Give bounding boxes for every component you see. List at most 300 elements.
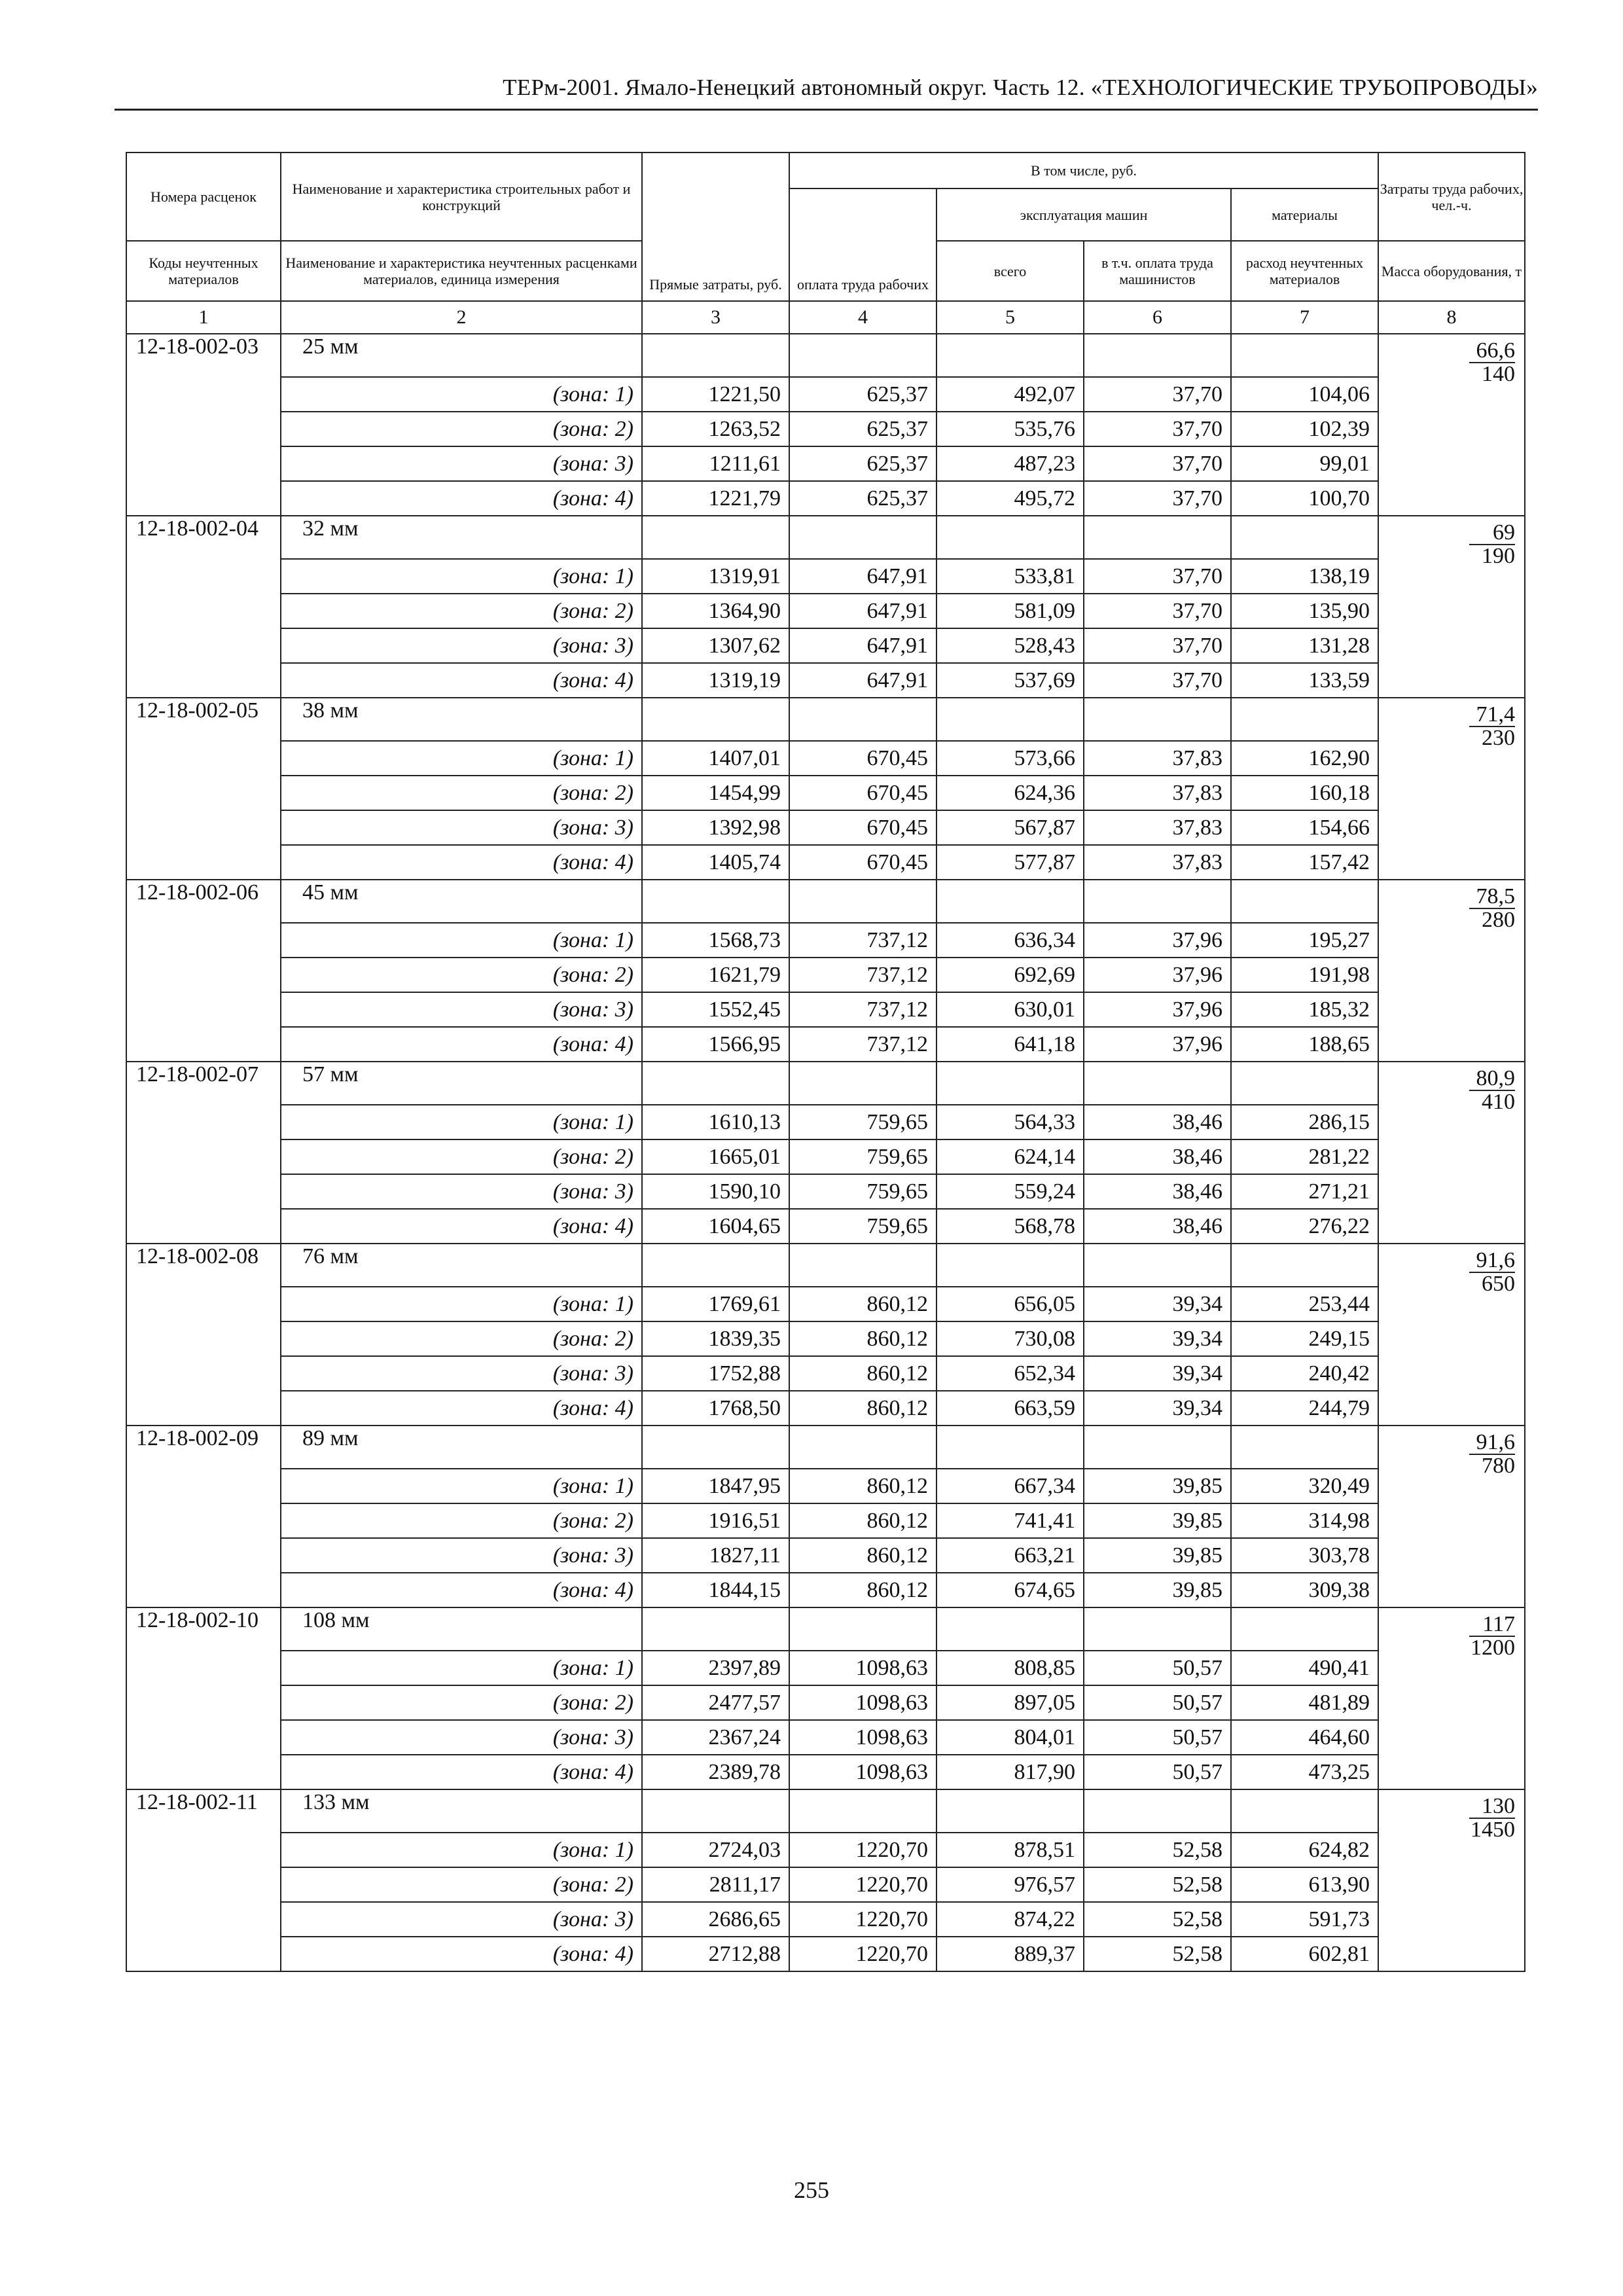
rates-table xyxy=(126,152,1525,1972)
empty-cell xyxy=(1084,1789,1231,1833)
direct-cost: 2811,17 xyxy=(642,1867,789,1902)
empty-cell xyxy=(1231,698,1378,741)
zone-row xyxy=(126,1503,1525,1538)
machinist-wage: 37,70 xyxy=(1084,663,1231,698)
worker-wage: 647,91 xyxy=(789,559,936,594)
materials-cost: 162,90 xyxy=(1231,741,1378,776)
labor-mass-fraction xyxy=(1378,1426,1525,1607)
materials-cost: 276,22 xyxy=(1231,1209,1378,1244)
zone-label: (зона: 3) xyxy=(281,1356,642,1391)
materials-cost: 464,60 xyxy=(1231,1720,1378,1755)
materials-cost: 473,25 xyxy=(1231,1755,1378,1789)
empty-cell xyxy=(936,1789,1084,1833)
rate-group-header-row xyxy=(126,880,1525,923)
zone-label: (зона: 1) xyxy=(281,1651,642,1685)
labor-mass-fraction xyxy=(1378,1789,1525,1971)
zone-row xyxy=(126,992,1525,1027)
zone-label: (зона: 1) xyxy=(281,377,642,412)
empty-cell xyxy=(789,516,936,559)
worker-wage: 860,12 xyxy=(789,1356,936,1391)
machine-cost: 667,34 xyxy=(936,1469,1084,1503)
zone-label: (зона: 2) xyxy=(281,1139,642,1174)
zone-row xyxy=(126,594,1525,628)
labor-cost: 91,6 xyxy=(1476,1430,1516,1454)
zone-row xyxy=(126,845,1525,880)
direct-cost: 1916,51 xyxy=(642,1503,789,1538)
zone-label: (зона: 3) xyxy=(281,992,642,1027)
zone-label: (зона: 2) xyxy=(281,958,642,992)
zone-label: (зона: 2) xyxy=(281,1867,642,1902)
materials-cost: 490,41 xyxy=(1231,1651,1378,1685)
machinist-wage: 39,34 xyxy=(1084,1287,1231,1321)
empty-cell xyxy=(1231,516,1378,559)
zone-row xyxy=(126,377,1525,412)
machine-cost: 564,33 xyxy=(936,1105,1084,1139)
zone-row xyxy=(126,1321,1525,1356)
column-number: 3 xyxy=(642,301,789,334)
machine-cost: 674,65 xyxy=(936,1573,1084,1607)
page-header: ТЕРм-2001. Ямало-Ненецкий автономный округ. Часть 12. «ТЕХНОЛОГИЧЕСКИЕ ТРУБОПРОВОДЫ» xyxy=(115,72,1538,111)
empty-cell xyxy=(1084,880,1231,923)
worker-wage: 647,91 xyxy=(789,594,936,628)
worker-wage: 625,37 xyxy=(789,446,936,481)
direct-cost: 1839,35 xyxy=(642,1321,789,1356)
rate-title: 38 мм xyxy=(281,698,642,741)
labor-cost: 71,4 xyxy=(1476,702,1516,726)
labor-cost: 91,6 xyxy=(1476,1248,1516,1272)
direct-cost: 2477,57 xyxy=(642,1685,789,1720)
worker-wage: 737,12 xyxy=(789,992,936,1027)
rate-group-header-row xyxy=(126,334,1525,377)
machinist-wage: 50,57 xyxy=(1084,1651,1231,1685)
labor-cost: 117 xyxy=(1482,1612,1516,1636)
zone-label: (зона: 4) xyxy=(281,1027,642,1062)
zone-label: (зона: 4) xyxy=(281,481,642,516)
equipment-mass: 230 xyxy=(1469,726,1515,749)
rate-code: 12-18-002-11 xyxy=(126,1789,281,1971)
zone-label: (зона: 1) xyxy=(281,1287,642,1321)
zone-row xyxy=(126,1685,1525,1720)
worker-wage: 670,45 xyxy=(789,810,936,845)
empty-cell xyxy=(1084,1607,1231,1651)
equipment-mass: 280 xyxy=(1469,908,1515,931)
machine-cost: 528,43 xyxy=(936,628,1084,663)
machine-cost: 581,09 xyxy=(936,594,1084,628)
rate-code: 12-18-002-06 xyxy=(126,880,281,1062)
zone-label: (зона: 4) xyxy=(281,1937,642,1971)
zone-label: (зона: 4) xyxy=(281,1755,642,1789)
direct-cost: 1847,95 xyxy=(642,1469,789,1503)
machine-cost: 533,81 xyxy=(936,559,1084,594)
zone-label: (зона: 2) xyxy=(281,1503,642,1538)
zone-row xyxy=(126,1755,1525,1789)
materials-cost: 271,21 xyxy=(1231,1174,1378,1209)
worker-wage: 759,65 xyxy=(789,1105,936,1139)
machine-cost: 492,07 xyxy=(936,377,1084,412)
worker-wage: 1098,63 xyxy=(789,1651,936,1685)
direct-cost: 1566,95 xyxy=(642,1027,789,1062)
column-number: 8 xyxy=(1378,301,1525,334)
machinist-wage: 37,96 xyxy=(1084,992,1231,1027)
worker-wage: 759,65 xyxy=(789,1209,936,1244)
machine-cost: 624,14 xyxy=(936,1139,1084,1174)
machines-header: эксплуатация машин xyxy=(936,188,1231,241)
zone-row xyxy=(126,559,1525,594)
direct-cost: 1604,65 xyxy=(642,1209,789,1244)
direct-cost: 1752,88 xyxy=(642,1356,789,1391)
empty-cell xyxy=(642,698,789,741)
zone-label: (зона: 3) xyxy=(281,628,642,663)
direct-cost: 1768,50 xyxy=(642,1391,789,1426)
empty-cell xyxy=(936,516,1084,559)
direct-cost: 2367,24 xyxy=(642,1720,789,1755)
worker-wage: 1098,63 xyxy=(789,1755,936,1789)
zone-row xyxy=(126,1027,1525,1062)
materials-cost: 99,01 xyxy=(1231,446,1378,481)
zone-label: (зона: 2) xyxy=(281,776,642,810)
machinist-wage: 38,46 xyxy=(1084,1174,1231,1209)
zone-label: (зона: 2) xyxy=(281,1685,642,1720)
zone-row xyxy=(126,1833,1525,1867)
machine-cost: 897,05 xyxy=(936,1685,1084,1720)
zone-row xyxy=(126,1356,1525,1391)
worker-wage: 625,37 xyxy=(789,481,936,516)
rate-group-header-row xyxy=(126,1244,1525,1287)
empty-cell xyxy=(642,880,789,923)
direct-cost: 1454,99 xyxy=(642,776,789,810)
machine-cost: 663,59 xyxy=(936,1391,1084,1426)
zone-row xyxy=(126,1720,1525,1755)
direct-cost: 1307,62 xyxy=(642,628,789,663)
rate-code: 12-18-002-09 xyxy=(126,1426,281,1607)
equipment-mass: 650 xyxy=(1469,1272,1515,1295)
machine-cost: 817,90 xyxy=(936,1755,1084,1789)
zone-row xyxy=(126,663,1525,698)
machinist-wage: 37,96 xyxy=(1084,958,1231,992)
machinist-wage: 39,34 xyxy=(1084,1321,1231,1356)
machinist-wage: 52,58 xyxy=(1084,1833,1231,1867)
zone-label: (зона: 1) xyxy=(281,1469,642,1503)
worker-wage: 860,12 xyxy=(789,1573,936,1607)
machine-cost: 537,69 xyxy=(936,663,1084,698)
empty-cell xyxy=(642,1426,789,1469)
column-numbers-row xyxy=(126,301,1525,334)
rate-code: 12-18-002-04 xyxy=(126,516,281,698)
materials-cost: 613,90 xyxy=(1231,1867,1378,1902)
col8-header-top: Затраты труда рабочих, чел.-ч. xyxy=(1378,152,1525,241)
zone-label: (зона: 3) xyxy=(281,1538,642,1573)
machinist-wage: 37,70 xyxy=(1084,446,1231,481)
col2-header-bottom: Наименование и характеристика неучтенных расценками материалов, единица измерения xyxy=(281,241,642,301)
zone-label: (зона: 2) xyxy=(281,1321,642,1356)
empty-cell xyxy=(1231,880,1378,923)
column-number: 2 xyxy=(281,301,642,334)
machine-cost: 741,41 xyxy=(936,1503,1084,1538)
worker-wage: 860,12 xyxy=(789,1538,936,1573)
worker-wage: 860,12 xyxy=(789,1503,936,1538)
labor-cost: 69 xyxy=(1493,520,1516,545)
direct-cost: 1568,73 xyxy=(642,923,789,958)
empty-cell xyxy=(1084,1426,1231,1469)
machinist-wage: 37,96 xyxy=(1084,923,1231,958)
col2-header-top: Наименование и характеристика строительных работ и конструкций xyxy=(281,152,642,241)
worker-wage: 759,65 xyxy=(789,1174,936,1209)
labor-mass-fraction xyxy=(1378,1607,1525,1789)
rate-title: 25 мм xyxy=(281,334,642,377)
machinist-wage: 52,58 xyxy=(1084,1867,1231,1902)
zone-label: (зона: 1) xyxy=(281,923,642,958)
materials-cost: 602,81 xyxy=(1231,1937,1378,1971)
materials-cost: 100,70 xyxy=(1231,481,1378,516)
materials-header: материалы xyxy=(1231,188,1378,241)
direct-cost: 1364,90 xyxy=(642,594,789,628)
machine-cost: 652,34 xyxy=(936,1356,1084,1391)
worker-wage: 860,12 xyxy=(789,1469,936,1503)
machinist-wage: 50,57 xyxy=(1084,1685,1231,1720)
worker-wage: 647,91 xyxy=(789,628,936,663)
machine-cost: 535,76 xyxy=(936,412,1084,446)
machine-cost: 656,05 xyxy=(936,1287,1084,1321)
machine-cost: 630,01 xyxy=(936,992,1084,1027)
rate-group-header-row xyxy=(126,1062,1525,1105)
machine-cost: 487,23 xyxy=(936,446,1084,481)
machine-cost: 976,57 xyxy=(936,1867,1084,1902)
empty-cell xyxy=(1084,516,1231,559)
empty-cell xyxy=(1231,1426,1378,1469)
labor-mass-fraction xyxy=(1378,516,1525,698)
equipment-mass: 1200 xyxy=(1471,1636,1516,1660)
machinist-wage: 39,85 xyxy=(1084,1469,1231,1503)
col8-header-bottom: Масса оборудования, т xyxy=(1378,241,1525,301)
machinist-wage: 39,85 xyxy=(1084,1503,1231,1538)
machinist-wage: 52,58 xyxy=(1084,1937,1231,1971)
equipment-mass: 780 xyxy=(1469,1454,1515,1477)
direct-cost: 1665,01 xyxy=(642,1139,789,1174)
direct-cost: 1769,61 xyxy=(642,1287,789,1321)
col3-header: Прямые затраты, руб. xyxy=(642,152,789,301)
rate-title: 76 мм xyxy=(281,1244,642,1287)
machinist-wage: 37,83 xyxy=(1084,776,1231,810)
machinist-wage: 37,83 xyxy=(1084,741,1231,776)
direct-cost: 1407,01 xyxy=(642,741,789,776)
machinist-wage: 39,85 xyxy=(1084,1573,1231,1607)
empty-cell xyxy=(789,698,936,741)
labor-cost: 66,6 xyxy=(1476,338,1516,363)
machine-cost: 568,78 xyxy=(936,1209,1084,1244)
zone-row xyxy=(126,958,1525,992)
worker-wage: 670,45 xyxy=(789,845,936,880)
zone-row xyxy=(126,1287,1525,1321)
empty-cell xyxy=(642,1062,789,1105)
direct-cost: 1221,50 xyxy=(642,377,789,412)
direct-cost: 1221,79 xyxy=(642,481,789,516)
direct-cost: 1211,61 xyxy=(642,446,789,481)
direct-cost: 2397,89 xyxy=(642,1651,789,1685)
zone-row xyxy=(126,446,1525,481)
zone-row xyxy=(126,1573,1525,1607)
machinist-wage: 37,70 xyxy=(1084,594,1231,628)
machine-cost: 730,08 xyxy=(936,1321,1084,1356)
empty-cell xyxy=(1231,1244,1378,1287)
direct-cost: 1621,79 xyxy=(642,958,789,992)
worker-wage: 860,12 xyxy=(789,1287,936,1321)
empty-cell xyxy=(936,880,1084,923)
zone-label: (зона: 2) xyxy=(281,594,642,628)
labor-mass-fraction xyxy=(1378,880,1525,1062)
machine-cost: 636,34 xyxy=(936,923,1084,958)
empty-cell xyxy=(1084,698,1231,741)
labor-mass-fraction xyxy=(1378,1244,1525,1426)
worker-wage: 1220,70 xyxy=(789,1937,936,1971)
direct-cost: 1552,45 xyxy=(642,992,789,1027)
materials-cost: 160,18 xyxy=(1231,776,1378,810)
zone-row xyxy=(126,1867,1525,1902)
zone-row xyxy=(126,1105,1525,1139)
materials-cost: 157,42 xyxy=(1231,845,1378,880)
zone-row xyxy=(126,481,1525,516)
machine-cost: 567,87 xyxy=(936,810,1084,845)
machinist-wage: 50,57 xyxy=(1084,1755,1231,1789)
zone-label: (зона: 4) xyxy=(281,1391,642,1426)
machinist-wage: 37,70 xyxy=(1084,559,1231,594)
machinist-wage: 39,85 xyxy=(1084,1538,1231,1573)
labor-cost: 130 xyxy=(1482,1794,1516,1818)
direct-cost: 2389,78 xyxy=(642,1755,789,1789)
worker-wage: 737,12 xyxy=(789,1027,936,1062)
zone-label: (зона: 3) xyxy=(281,1902,642,1937)
empty-cell xyxy=(936,1426,1084,1469)
machine-cost: 495,72 xyxy=(936,481,1084,516)
empty-cell xyxy=(789,1244,936,1287)
materials-cost: 309,38 xyxy=(1231,1573,1378,1607)
machinist-wage: 37,96 xyxy=(1084,1027,1231,1062)
empty-cell xyxy=(642,1244,789,1287)
empty-cell xyxy=(1084,1062,1231,1105)
zone-row xyxy=(126,1538,1525,1573)
zone-label: (зона: 4) xyxy=(281,1573,642,1607)
materials-cost: 481,89 xyxy=(1231,1685,1378,1720)
empty-cell xyxy=(936,1607,1084,1651)
empty-cell xyxy=(936,1062,1084,1105)
rate-title: 32 мм xyxy=(281,516,642,559)
empty-cell xyxy=(642,516,789,559)
zone-row xyxy=(126,1651,1525,1685)
direct-cost: 2724,03 xyxy=(642,1833,789,1867)
rate-group-header-row xyxy=(126,516,1525,559)
empty-cell xyxy=(1231,334,1378,377)
zone-row xyxy=(126,1902,1525,1937)
empty-cell xyxy=(642,334,789,377)
worker-wage: 625,37 xyxy=(789,377,936,412)
machinist-wage: 39,34 xyxy=(1084,1391,1231,1426)
direct-cost: 1827,11 xyxy=(642,1538,789,1573)
zone-label: (зона: 1) xyxy=(281,1833,642,1867)
rate-title: 57 мм xyxy=(281,1062,642,1105)
machinist-wage: 39,34 xyxy=(1084,1356,1231,1391)
machinist-wage: 38,46 xyxy=(1084,1105,1231,1139)
machine-cost: 641,18 xyxy=(936,1027,1084,1062)
machine-cost: 889,37 xyxy=(936,1937,1084,1971)
rate-title: 89 мм xyxy=(281,1426,642,1469)
machinist-wage: 38,46 xyxy=(1084,1209,1231,1244)
zone-label: (зона: 3) xyxy=(281,1720,642,1755)
zone-row xyxy=(126,741,1525,776)
zone-label: (зона: 4) xyxy=(281,845,642,880)
worker-wage: 1098,63 xyxy=(789,1685,936,1720)
rate-group-header-row xyxy=(126,1426,1525,1469)
labor-mass-fraction xyxy=(1378,1062,1525,1244)
labor-cost: 80,9 xyxy=(1476,1066,1516,1090)
empty-cell xyxy=(789,334,936,377)
labor-mass-fraction xyxy=(1378,334,1525,516)
rate-code: 12-18-002-03 xyxy=(126,334,281,516)
zone-label: (зона: 4) xyxy=(281,1209,642,1244)
zone-row xyxy=(126,412,1525,446)
worker-wage: 647,91 xyxy=(789,663,936,698)
materials-cost: 303,78 xyxy=(1231,1538,1378,1573)
worker-wage: 1220,70 xyxy=(789,1867,936,1902)
materials-cost: 624,82 xyxy=(1231,1833,1378,1867)
machine-cost: 878,51 xyxy=(936,1833,1084,1867)
materials-cost: 240,42 xyxy=(1231,1356,1378,1391)
column-number: 7 xyxy=(1231,301,1378,334)
empty-cell xyxy=(1231,1789,1378,1833)
page-number: 255 xyxy=(794,2177,829,2203)
equipment-mass: 410 xyxy=(1469,1090,1515,1113)
machine-cost: 624,36 xyxy=(936,776,1084,810)
col6-header: в т.ч. оплата труда машинистов xyxy=(1084,241,1231,301)
labor-cost: 78,5 xyxy=(1476,884,1516,908)
col1-header-bottom: Коды неучтенных материалов xyxy=(126,241,281,301)
zone-label: (зона: 1) xyxy=(281,741,642,776)
materials-cost: 135,90 xyxy=(1231,594,1378,628)
materials-cost: 244,79 xyxy=(1231,1391,1378,1426)
machinist-wage: 52,58 xyxy=(1084,1902,1231,1937)
zone-label: (зона: 3) xyxy=(281,810,642,845)
zone-label: (зона: 1) xyxy=(281,559,642,594)
rate-code: 12-18-002-07 xyxy=(126,1062,281,1244)
machinist-wage: 37,70 xyxy=(1084,628,1231,663)
machine-cost: 874,22 xyxy=(936,1902,1084,1937)
empty-cell xyxy=(1084,334,1231,377)
zone-row xyxy=(126,776,1525,810)
zone-row xyxy=(126,628,1525,663)
materials-cost: 249,15 xyxy=(1231,1321,1378,1356)
materials-cost: 131,28 xyxy=(1231,628,1378,663)
col1-header-top: Номера расценок xyxy=(126,152,281,241)
rate-group-header-row xyxy=(126,1607,1525,1651)
direct-cost: 1610,13 xyxy=(642,1105,789,1139)
materials-cost: 138,19 xyxy=(1231,559,1378,594)
zone-row xyxy=(126,1209,1525,1244)
col4-header: оплата труда рабочих xyxy=(789,188,936,301)
zone-row xyxy=(126,1937,1525,1971)
materials-cost: 195,27 xyxy=(1231,923,1378,958)
empty-cell xyxy=(642,1607,789,1651)
materials-cost: 102,39 xyxy=(1231,412,1378,446)
machine-cost: 692,69 xyxy=(936,958,1084,992)
column-number: 6 xyxy=(1084,301,1231,334)
materials-cost: 286,15 xyxy=(1231,1105,1378,1139)
direct-cost: 1263,52 xyxy=(642,412,789,446)
materials-cost: 185,32 xyxy=(1231,992,1378,1027)
rate-title: 45 мм xyxy=(281,880,642,923)
machine-cost: 577,87 xyxy=(936,845,1084,880)
empty-cell xyxy=(1084,1244,1231,1287)
direct-cost: 2712,88 xyxy=(642,1937,789,1971)
col7-header: расход неучтенных материалов xyxy=(1231,241,1378,301)
worker-wage: 670,45 xyxy=(789,776,936,810)
